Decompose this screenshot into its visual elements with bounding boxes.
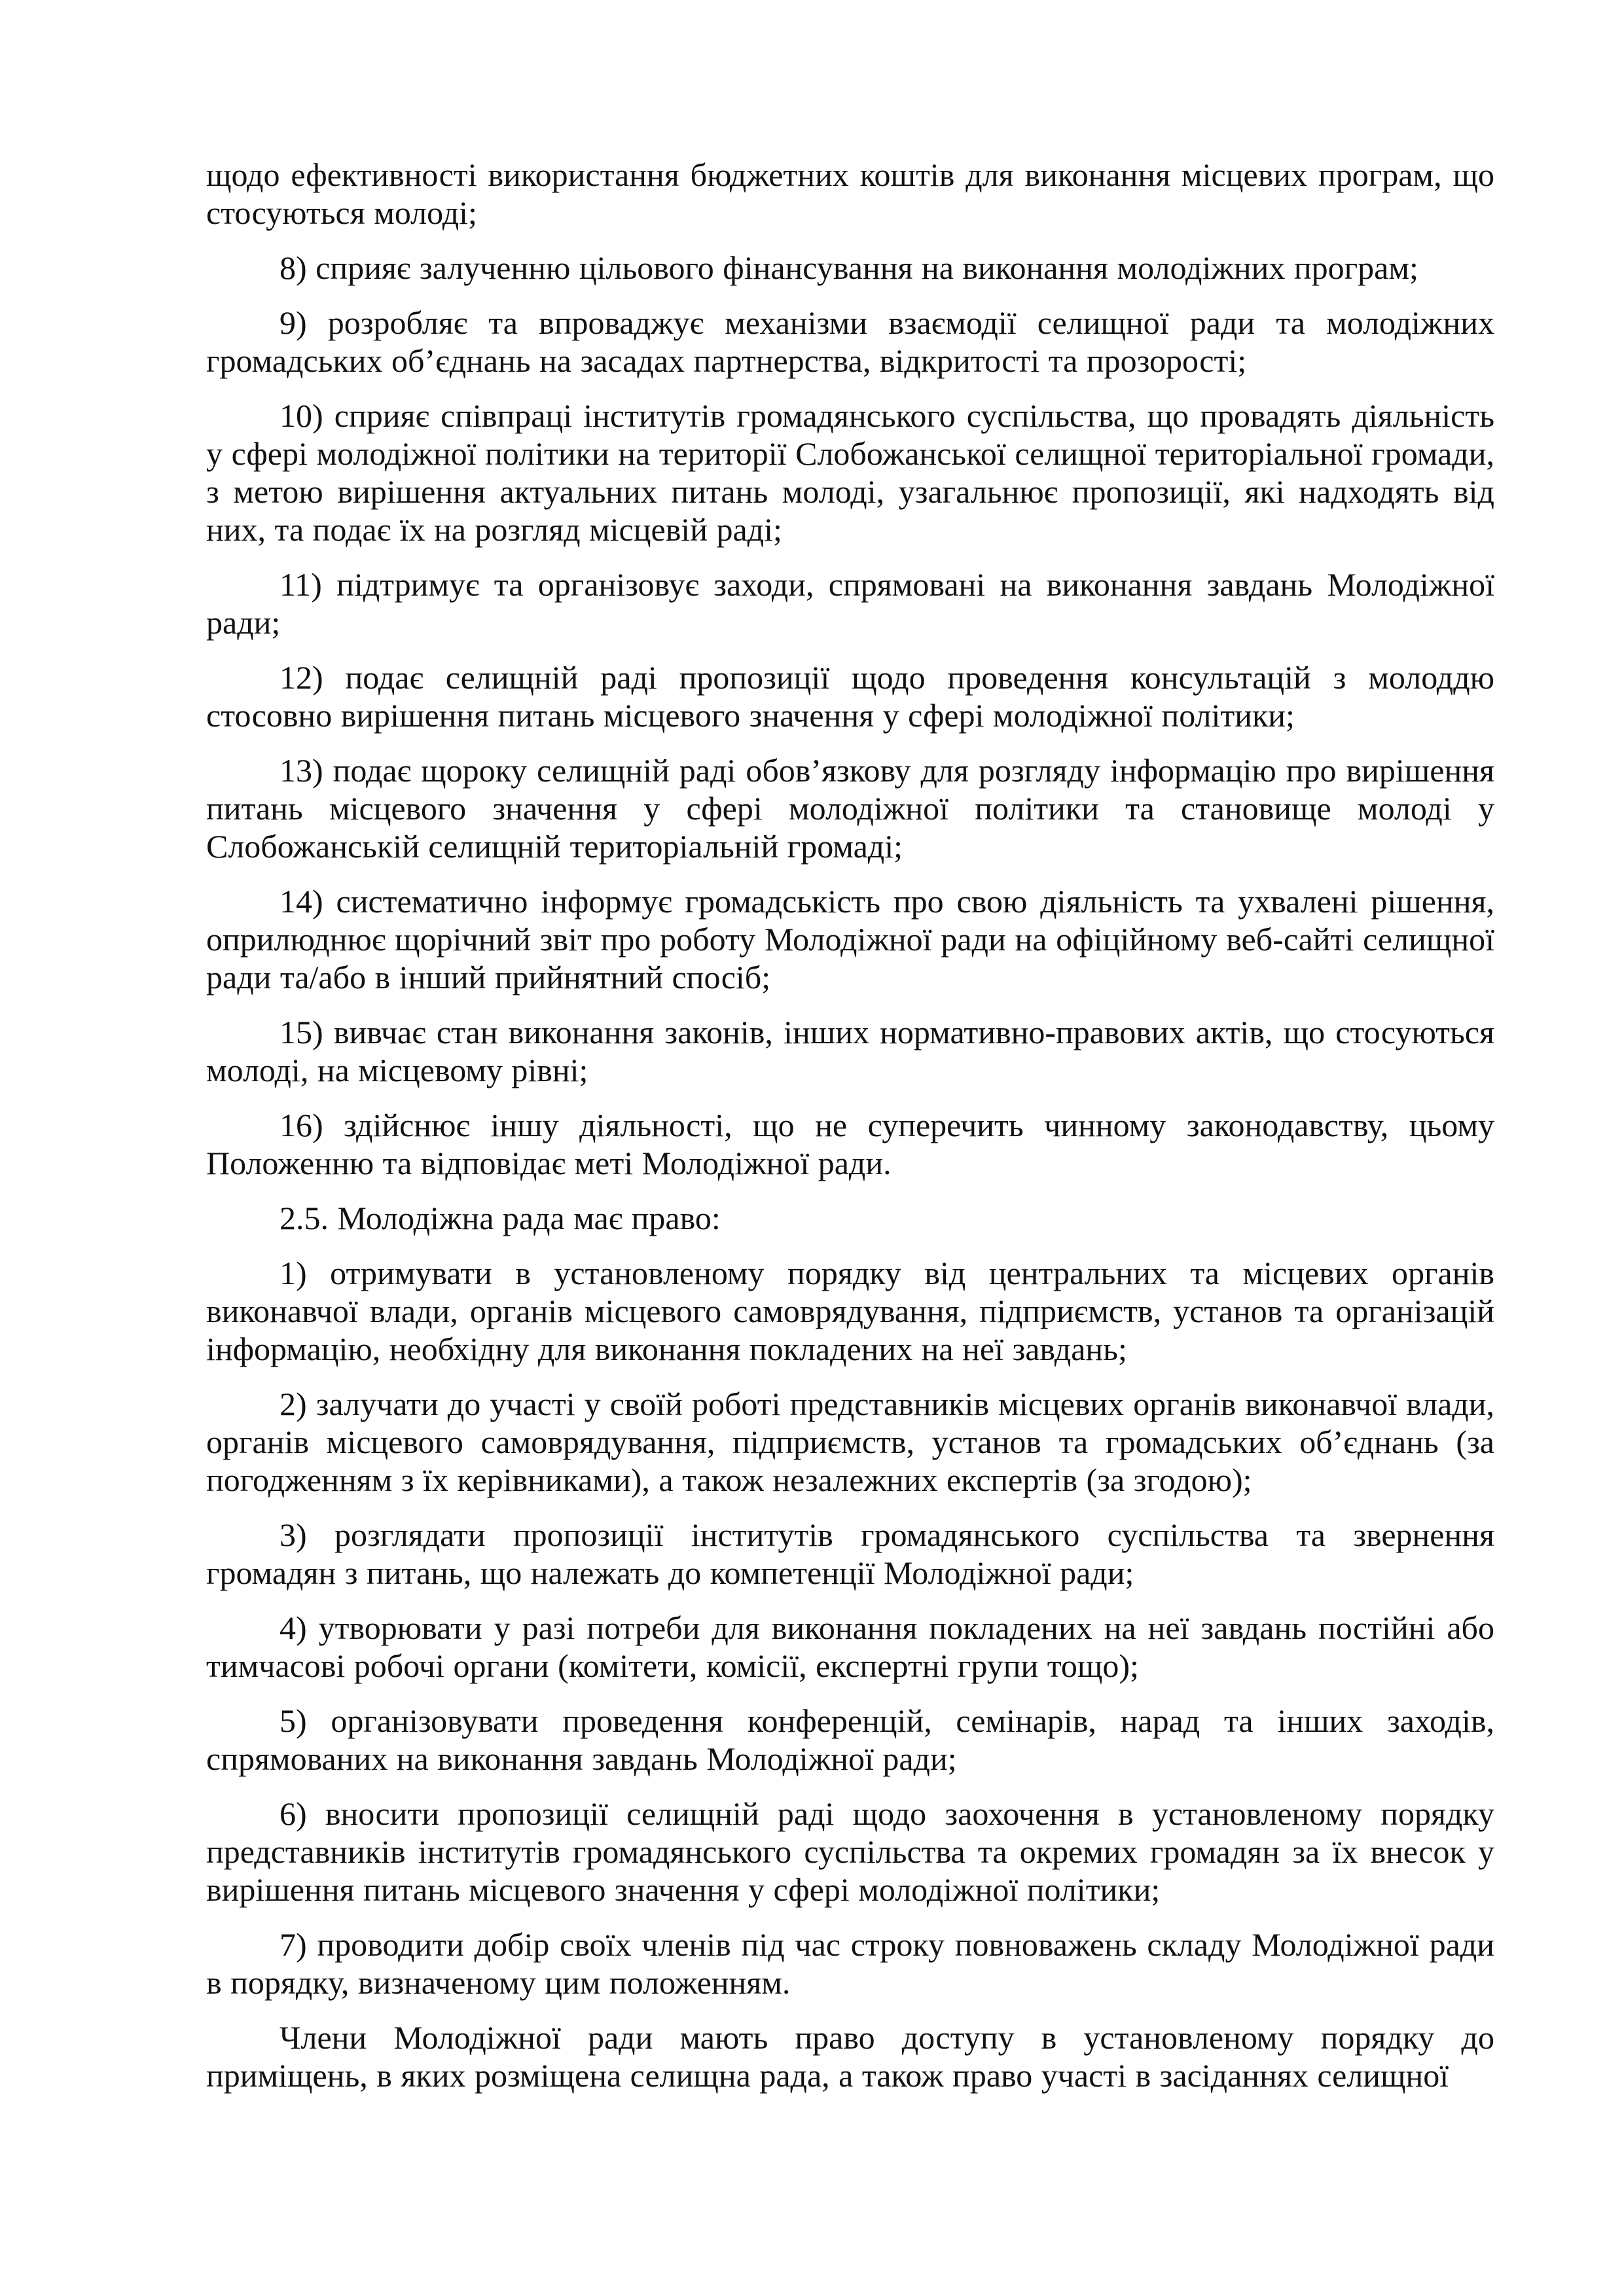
paragraph-continuation: щодо ефективності використання бюджетних коштів для виконання місцевих програм, що стосуються молоді; — [206, 156, 1494, 231]
paragraph-members-access: Члени Молодіжної ради мають право доступу в установленому порядку до приміщень, в яких розміщена селищна рада, а також право участі в засіданнях селищної — [206, 2019, 1494, 2094]
paragraph-right-4: 4) утворювати у разі потреби для виконання покладених на неї завдань постійні або тимчасові робочі органи (комітети, комісії, експертні групи тощо); — [206, 1609, 1494, 1684]
paragraph-right-1: 1) отримувати в установленому порядку від центральних та місцевих органів виконавчої влади, органів місцевого самоврядування, підприємств, установ та організацій інформацію, необхідну для виконання покладених на неї завдань; — [206, 1255, 1494, 1367]
paragraph-item-11: 11) підтримує та організовує заходи, спрямовані на виконання завдань Молодіжної ради; — [206, 566, 1494, 641]
paragraph-right-3: 3) розглядати пропозиції інститутів громадянського суспільства та звернення громадян з питань, що належать до компетенції Молодіжної ради; — [206, 1516, 1494, 1591]
paragraph-section-2-5: 2.5. Молодіжна рада має право: — [280, 1200, 721, 1236]
paragraph-item-14: 14) систематично інформує громадськість про свою діяльність та ухвалені рішення, оприлюднює щорічний звіт про роботу Молодіжної ради на офіційному веб-сайті селищної ради та/або в інший прийнятний спосіб; — [206, 883, 1494, 996]
paragraph-item-13: 13) подає щороку селищній раді обов’язкову для розгляду інформацію про вирішення питань місцевого значення у сфері молодіжної політики та становище молоді у Слобожанській селищній територіальній громаді; — [206, 752, 1494, 865]
paragraph-item-15: 15) вивчає стан виконання законів, інших нормативно-правових актів, що стосуються молоді, на місцевому рівні; — [206, 1014, 1494, 1088]
paragraph-right-7: 7) проводити добір своїх членів під час строку повноважень складу Молодіжної ради в порядку, визначеному цим положенням. — [206, 1926, 1494, 2001]
paragraph-item-9: 9) розробляє та впроваджує механізми взаємодії селищної ради та молодіжних громадських об’єднань на засадах партнерства, відкритості та прозорості; — [206, 304, 1494, 379]
paragraph-right-6: 6) вносити пропозиції селищній раді щодо заохочення в установленому порядку представників інститутів громадянського суспільства та окремих громадян за їх внесок у вирішення питань місцевого значення у сфері молодіжної політики; — [206, 1795, 1494, 1908]
paragraph-right-5: 5) організовувати проведення конференцій, семінарів, нарад та інших заходів, спрямованих на виконання завдань Молодіжної ради; — [206, 1702, 1494, 1777]
paragraph-item-12: 12) подає селищній раді пропозиції щодо проведення консультацій з молоддю стосовно вирішення питань місцевого значення у сфері молодіжної політики; — [206, 659, 1494, 734]
paragraph-item-16: 16) здійснює іншу діяльності, що не суперечить чинному законодавству, цьому Положенню та відповідає меті Молодіжної ради. — [206, 1107, 1494, 1181]
paragraph-item-8: 8) сприяє залученню цільового фінансування на виконання молодіжних програм; — [280, 249, 1418, 286]
paragraph-item-10: 10) сприяє співпраці інститутів громадянського суспільства, що провадять діяльність у сфері молодіжної політики на території Слобожанської селищної територіальної громади, з метою вирішення актуальних питань молоді, узагальнює пропозиції, які надходять від них, та подає їх на розгляд місцевій раді; — [206, 397, 1494, 548]
document-text-block — [206, 156, 1494, 2111]
paragraph-right-2: 2) залучати до участі у своїй роботі представників місцевих органів виконавчої влади, органів місцевого самоврядування, підприємств, установ та громадських об’єднань (за погодженням з їх керівниками), а також незалежних експертів (за згодою); — [206, 1386, 1494, 1498]
